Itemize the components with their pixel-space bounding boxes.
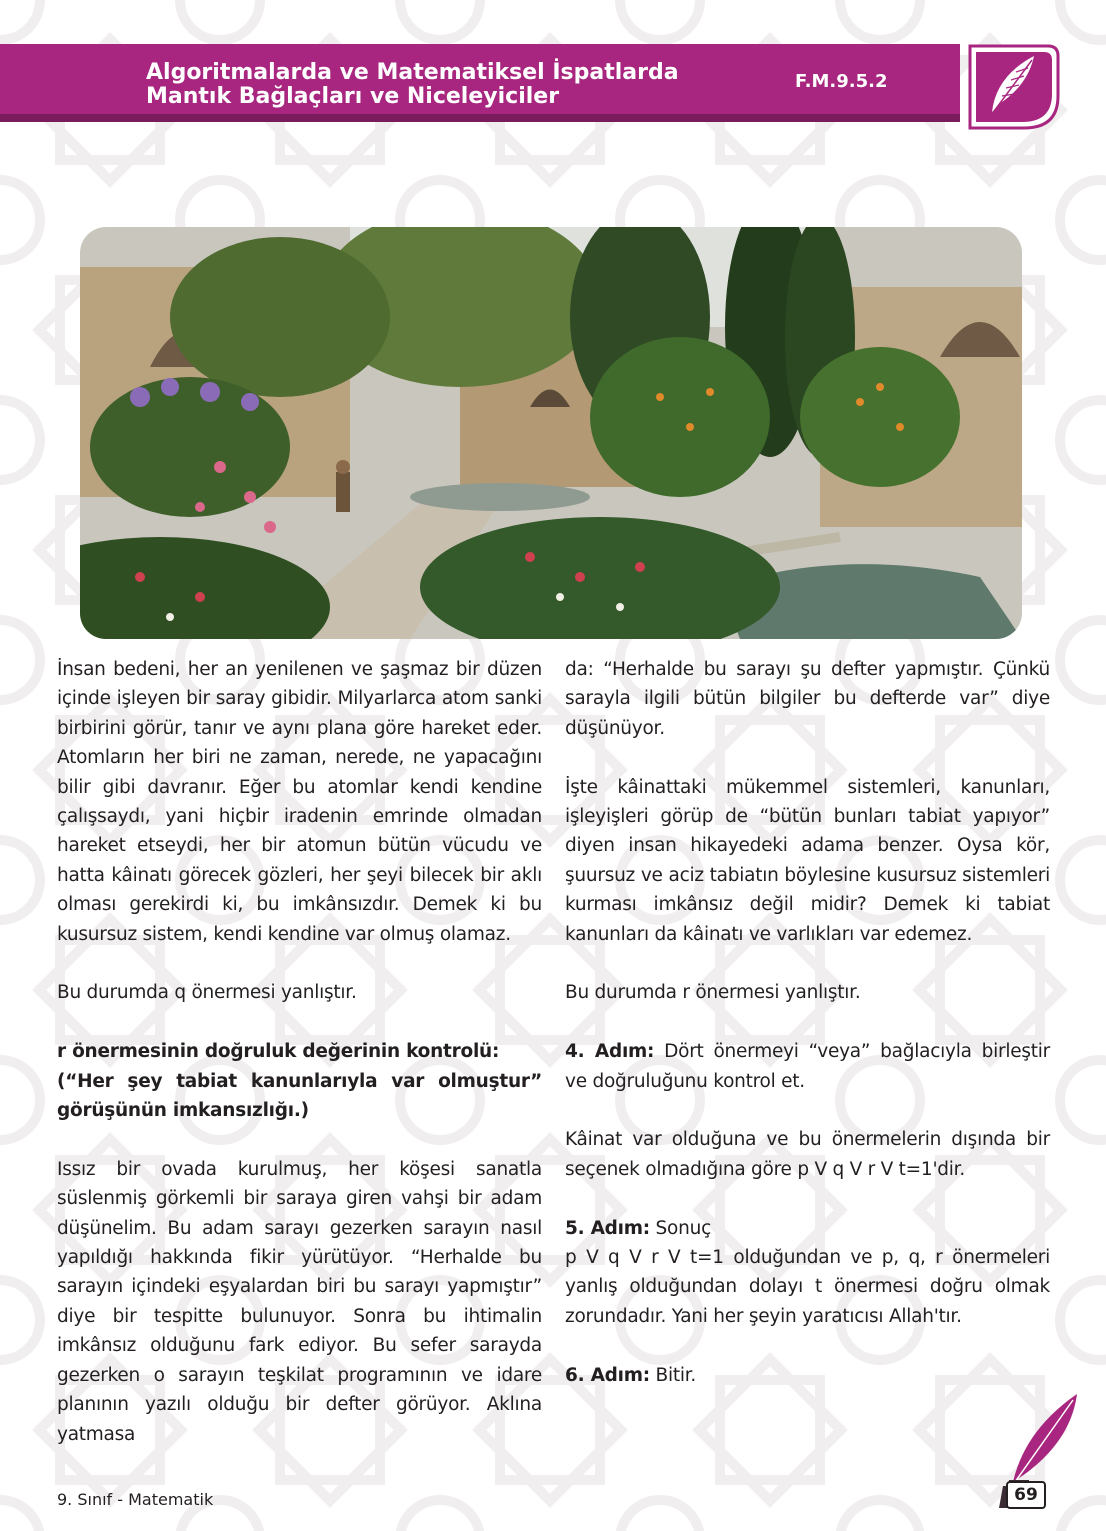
chapter-title-line1: Algoritmalarda ve Matematiksel İspatlarda: [146, 60, 679, 85]
step-5-label: 5. Adım:: [565, 1217, 650, 1239]
chapter-title: [146, 61, 706, 109]
section-heading: r önermesinin doğruluk değerinin kontrolü:: [57, 1041, 500, 1063]
step-4: [565, 1037, 1050, 1096]
paragraph-story-continued: da: “Herhalde bu sarayı şu defter yapmıştır. Çünkü sarayla ilgili bütün bilgiler bu defterde var” diye düşünüyor.: [565, 659, 1050, 739]
page-number: 69: [1006, 1481, 1046, 1509]
step-6-label: 6. Adım:: [565, 1364, 650, 1386]
quill-feather-icon: [962, 36, 1062, 132]
step-6-text: Bitir.: [649, 1364, 697, 1386]
left-text-column: [57, 655, 542, 1449]
chapter-title-line2: Mantık Bağlaçları ve Niceleyiciler: [146, 84, 560, 109]
section-subheading: (“Her şey tabiat kanunlarıyla var olmuştur” görüşünün imkansızlığı.): [57, 1070, 542, 1122]
header-band-shadow: [0, 114, 960, 122]
paragraph-body-analogy: İnsan bedeni, her an yenilenen ve şaşmaz bir düzen içinde işleyen bir saray gibidir. Milyarlarca atom sanki birbirini görür, tanır ve aynı plana göre hareket eder. Atomların her biri ne zaman, nerede, ne yapacağını bilir gibi davranır. Eğer bu atomlar kendi kendine çalışsaydı, yani hiçbir iradenin emrinde olmadan hareket etseydi, her bir atomun bütün vücudu ve hatta kâinatı görecek gözleri, her şeyi bilecek bir aklı olması gerekirdi ki, bu imkânsızdır. Demek ki bu kusursuz sistem, kendi kendine var olmuş olamaz.: [57, 659, 542, 945]
paragraph-result: p V q V r V t=1 olduğundan ve p, q, r önermeleri yanlış olduğundan dolayı t önermesi doğru olmak zorundadır. Yani her şeyin yaratıcısı Allah'tır.: [565, 1247, 1050, 1327]
paragraph-q-conclusion: Bu durumda q önermesi yanlıştır.: [57, 982, 357, 1004]
paragraph-nature-argument: İşte kâinattaki mükemmel sistemleri, kanunları, işleyişleri görüp de “bütün bunları tabiat yapıyor” diyen insan hikayedeki adama benzer. Oysa kör, şuursuz ve aciz tabiatın böylesine kusursuz sistemleri kurması imkânsız değil midir? Demek ki tabiat kanunları da kâinatı ve varlıkları var edemez.: [565, 776, 1050, 945]
step-4-text: Dört önermeyi “veya” bağlacıyla birleştir ve doğruluğunu kontrol et.: [565, 1041, 1050, 1092]
footer-grade-subject: 9. Sınıf - Matematik: [57, 1490, 214, 1509]
palace-garden-image: [80, 227, 1022, 639]
paragraph-palace-story: Issız bir ovada kurulmuş, her köşesi sanatla süslenmiş görkemli bir saraya giren vahşi bir adam düşünelim. Bu adam sarayı gezerken sarayın nasıl yapıldığı hakkında fikir yürütüyor. “Herhalde bu sarayın içindeki eşyalardan biri bu sarayı yapmıştır” diye bir tespitte bulunuyor. Sonra bu ihtimalin imkânsız olduğunu fark ediyor. Bu sefer sarayda gezerken o sarayın teşkilat programının ve idare planının yazılı olduğu bir defter görüyor. Aklına yatmasa: [57, 1158, 542, 1445]
right-text-column: [565, 655, 1050, 1419]
step-4-label: 4. Adım:: [565, 1041, 655, 1063]
paragraph-disjunction: Kâinat var olduğuna ve bu önermelerin dışında bir seçenek olmadığına göre p V q V r V t=1'dir.: [565, 1129, 1050, 1180]
step-5: [565, 1214, 1050, 1243]
garden-illustration: [80, 227, 1022, 639]
step-5-text: Sonuç: [649, 1217, 711, 1239]
step-6: [565, 1361, 1050, 1390]
paragraph-r-conclusion: Bu durumda r önermesi yanlıştır.: [565, 982, 861, 1004]
curriculum-code: F.M.9.5.2: [795, 71, 888, 92]
